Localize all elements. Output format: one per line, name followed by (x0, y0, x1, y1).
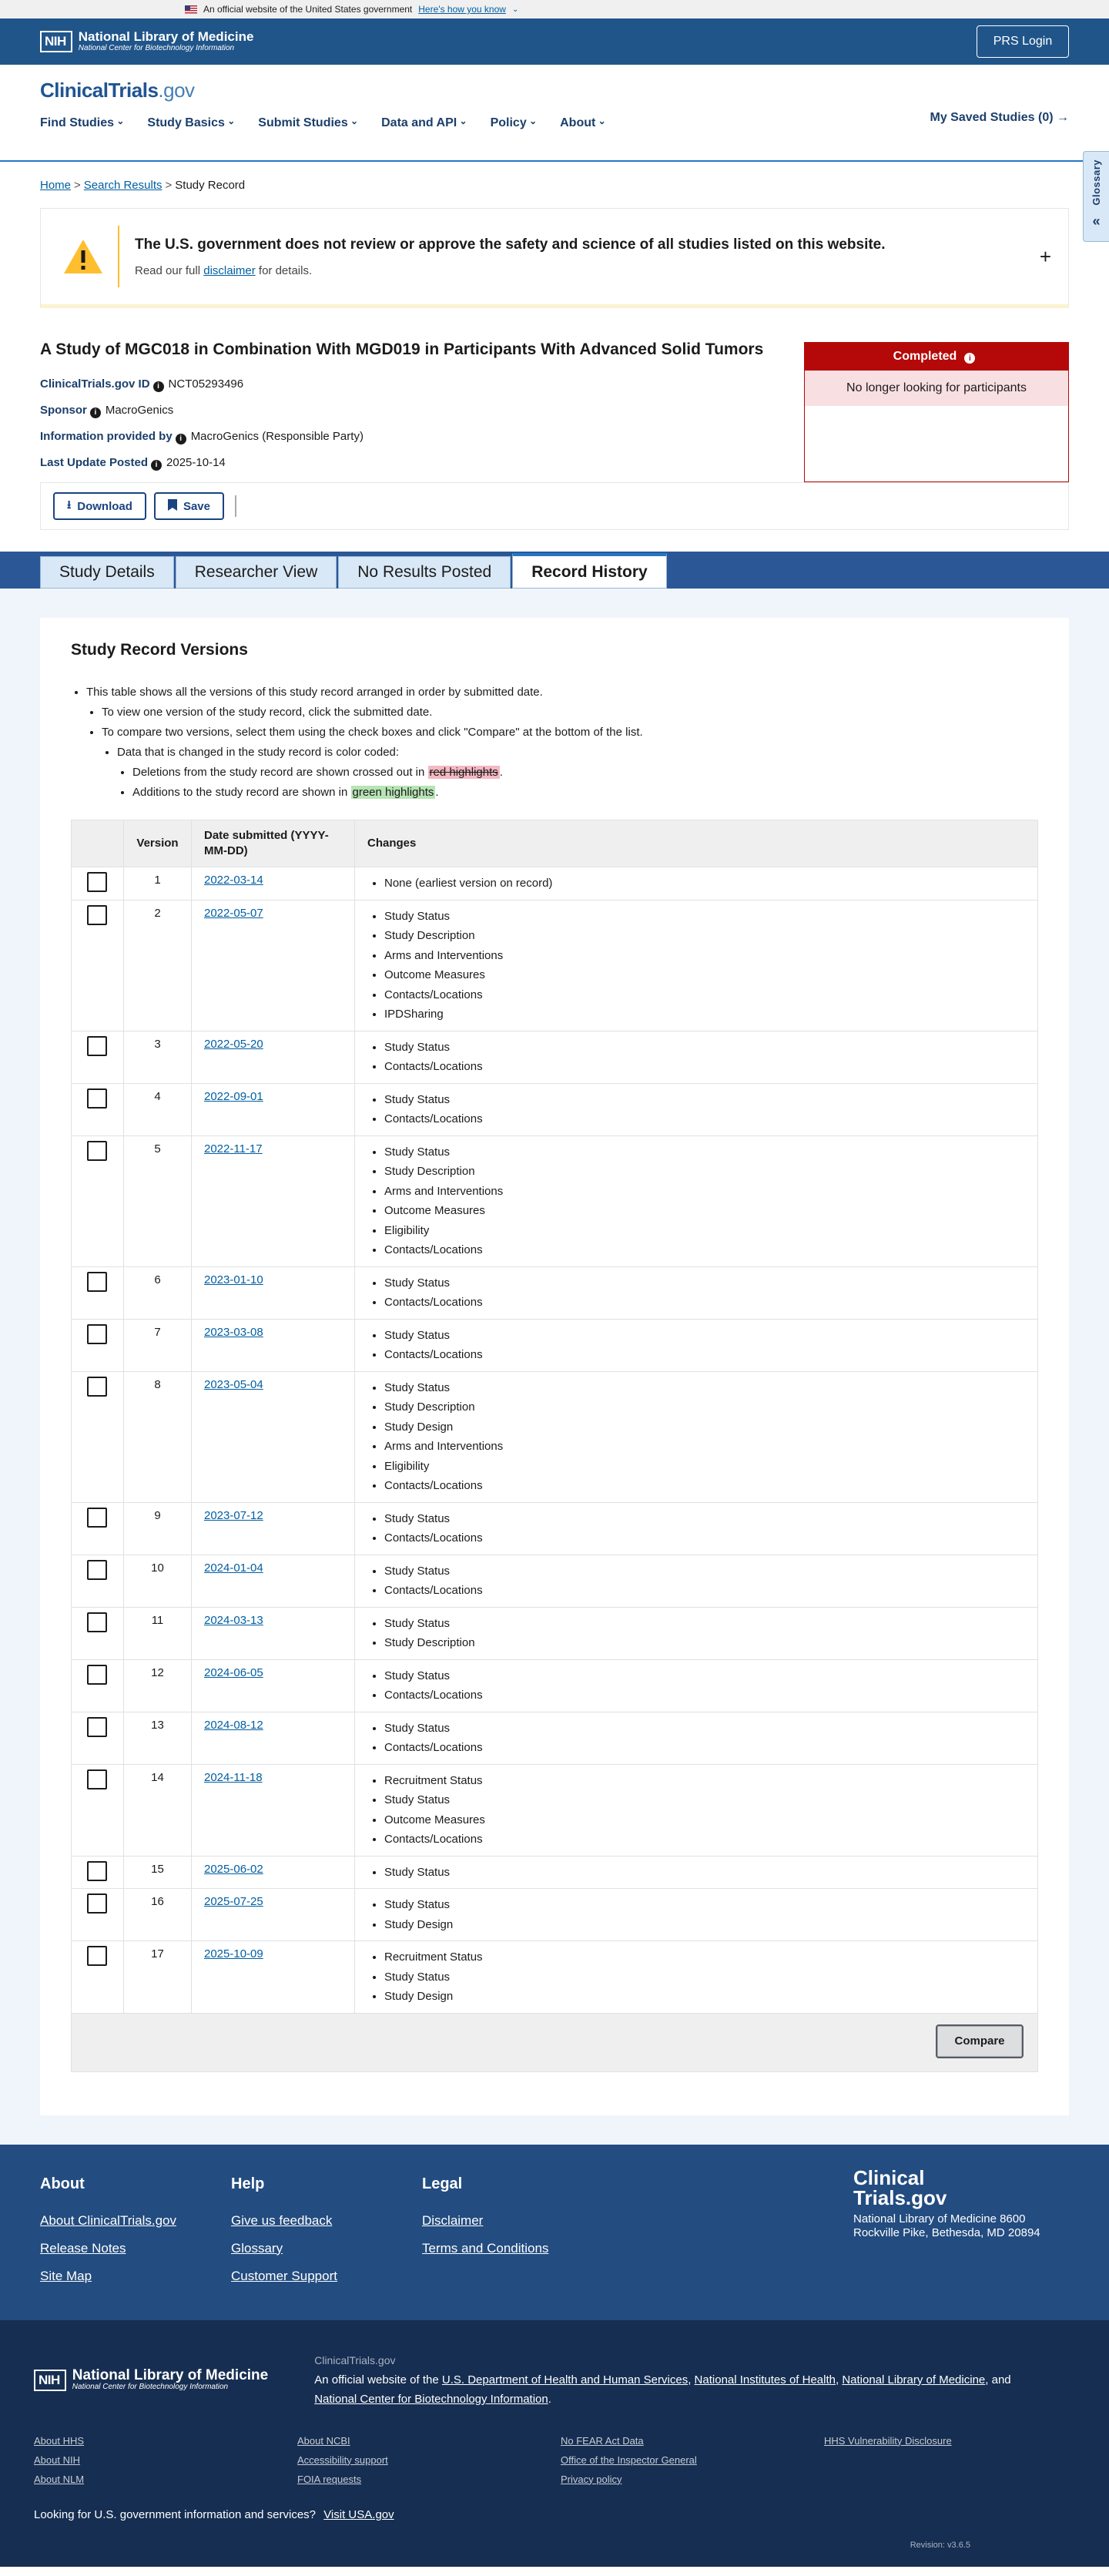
sponsor-row: Sponsor i MacroGenics (40, 404, 174, 417)
last-update-row: Last Update Posted i 2025-10-14 (40, 456, 226, 469)
action-bar (40, 482, 1069, 530)
saved-studies-link[interactable]: My Saved Studies (0) → (930, 111, 1069, 124)
info-icon[interactable]: i (176, 434, 186, 444)
footer-bottom-link[interactable]: Office of the Inspector General (561, 2454, 697, 2466)
version-date-link[interactable]: 2023-05-04 (204, 1377, 263, 1391)
expand-plus-icon[interactable]: + (1039, 244, 1051, 268)
change-item: • Study Status (384, 907, 1025, 927)
main-nav (40, 116, 1069, 130)
change-item: • Contacts/Locations (384, 1528, 1025, 1548)
versions-card (40, 618, 1069, 2115)
change-item: • Study Design (384, 1987, 1025, 2007)
version-date-link[interactable]: 2024-11-18 (204, 1770, 263, 1784)
change-item: • Contacts/Locations (384, 1685, 1025, 1706)
note: • This table shows all the versions of this study record arranged in order by submitted date. (86, 683, 1038, 703)
info-icon[interactable]: i (153, 381, 164, 392)
table-row (72, 1941, 1038, 2014)
change-item: • Study Status (384, 1273, 1025, 1293)
ncbi-link[interactable]: National Center for Biotechnology Information (314, 2392, 548, 2406)
versions-heading: Study Record Versions (71, 641, 248, 659)
version-checkbox[interactable] (87, 1612, 107, 1632)
changes-list (367, 1666, 1025, 1706)
table-row (72, 900, 1038, 1031)
version-date-link[interactable]: 2024-03-13 (204, 1613, 263, 1627)
change-item: • Recruitment Status (384, 1771, 1025, 1791)
glossary-tab[interactable] (1083, 151, 1109, 242)
footer-link[interactable]: Customer Support (231, 2268, 337, 2283)
footer-logo-link[interactable]: Clinical Trials.gov (853, 2165, 947, 2209)
version-date-link[interactable]: 2025-06-02 (204, 1862, 263, 1876)
change-item: • Study Status (384, 1090, 1025, 1110)
version-checkbox[interactable] (87, 1946, 107, 1966)
change-item: • Contacts/Locations (384, 1738, 1025, 1758)
changes-list (367, 1771, 1025, 1850)
change-item: • Eligibility (384, 1221, 1025, 1241)
table-row (72, 1889, 1038, 1941)
version-number: 6 (124, 1266, 192, 1319)
change-item: • Study Status (384, 1614, 1025, 1634)
table-header-row (72, 820, 1038, 867)
change-item: • Study Status (384, 1326, 1025, 1346)
footer-legal (422, 2175, 613, 2289)
footer-bottom-link[interactable]: Accessibility support (297, 2454, 388, 2466)
tab-researcher-view[interactable]: Researcher View (176, 556, 337, 589)
version-checkbox[interactable] (87, 1893, 107, 1914)
changes-list (367, 1614, 1025, 1653)
version-date-link[interactable]: 2022-05-07 (204, 906, 263, 920)
table-row (72, 1371, 1038, 1502)
version-checkbox[interactable] (87, 1717, 107, 1737)
note: • To compare two versions, select them using the check boxes and click "Compare" at the bottom of the list. (102, 723, 1038, 743)
footer-ctg-label: ClinicalTrials.gov (314, 2353, 396, 2366)
tab-study-details[interactable]: Study Details (40, 556, 174, 589)
tab-bar (0, 552, 1109, 589)
study-title: A Study of MGC018 in Combination With MGD019 in Participants With Advanced Solid Tumors (40, 340, 764, 358)
version-date-link[interactable]: 2025-10-09 (204, 1947, 263, 1961)
table-row (72, 1031, 1038, 1083)
clinicaltrials-logo[interactable]: ClinicalTrials.gov (40, 79, 195, 102)
version-date-link[interactable]: 2023-03-08 (204, 1325, 263, 1339)
table-row (72, 867, 1038, 901)
changes-list (367, 1038, 1025, 1077)
changes-list (367, 1947, 1025, 2007)
version-checkbox[interactable] (87, 1508, 107, 1528)
nlm-title: National Library of Medicine (78, 29, 254, 44)
footer-bottom-link[interactable]: No FEAR Act Data (561, 2434, 644, 2447)
version-column-header: Version (124, 820, 192, 867)
changes-list (367, 1561, 1025, 1601)
footer-bottom-link (824, 2474, 1087, 2485)
version-checkbox[interactable] (87, 872, 107, 892)
footer-link[interactable]: About ClinicalTrials.gov (40, 2212, 176, 2228)
table-row (72, 1856, 1038, 1889)
change-item: • Outcome Measures (384, 1810, 1025, 1830)
footer-link[interactable]: Glossary (231, 2240, 283, 2256)
change-item: • Study Status (384, 1038, 1025, 1058)
study-id-row: ClinicalTrials.gov ID i NCT05293496 (40, 377, 244, 391)
change-item: • Contacts/Locations (384, 1057, 1025, 1077)
change-item: • Outcome Measures (384, 965, 1025, 985)
version-number: 8 (124, 1371, 192, 1502)
table-row (72, 1712, 1038, 1764)
change-item: • Arms and Interventions (384, 946, 1025, 966)
changes-list (367, 1719, 1025, 1758)
version-number: 4 (124, 1083, 192, 1135)
divider (235, 495, 236, 517)
status-box (804, 342, 1069, 482)
version-number: 15 (124, 1856, 192, 1889)
footer-bottom-link[interactable]: Privacy policy (561, 2473, 622, 2485)
info-icon[interactable]: i (964, 353, 975, 364)
footer-legal-heading: Legal (422, 2175, 463, 2192)
versions-notes (71, 683, 1038, 803)
footer-help (231, 2175, 422, 2289)
footer-bottom-link[interactable]: About NLM (34, 2473, 85, 2485)
version-date-link[interactable]: 2025-07-25 (204, 1895, 263, 1908)
nih-logo-icon: NIH (40, 31, 72, 52)
version-checkbox[interactable] (87, 1665, 107, 1685)
content-area (0, 589, 1109, 2145)
version-date-link[interactable]: 2022-05-20 (204, 1037, 263, 1051)
footer-help-heading: Help (231, 2175, 265, 2192)
version-checkbox[interactable] (87, 1141, 107, 1161)
change-item: • Study Status (384, 1790, 1025, 1810)
note: • To view one version of the study record, click the submitted date. (102, 703, 1038, 723)
bookmark-icon (168, 499, 177, 514)
table-row (72, 1083, 1038, 1135)
change-item: • Arms and Interventions (384, 1182, 1025, 1202)
breadcrumb-search-results[interactable]: Search Results (83, 179, 162, 192)
version-checkbox[interactable] (87, 1272, 107, 1292)
change-item: • Study Description (384, 1633, 1025, 1653)
info-icon[interactable]: i (90, 408, 101, 418)
footer-link[interactable]: Give us feedback (231, 2212, 333, 2228)
change-item: • Contacts/Locations (384, 1581, 1025, 1601)
note-additions: • Additions to the study record are shown in green highlights . (132, 783, 1038, 803)
version-checkbox[interactable] (87, 1088, 107, 1109)
footer-link[interactable]: Disclaimer (422, 2212, 484, 2228)
arrow-right-icon: → (1057, 111, 1069, 124)
version-checkbox[interactable] (87, 1036, 107, 1056)
version-number: 13 (124, 1712, 192, 1764)
change-item: • IPDSharing (384, 1005, 1025, 1025)
footer-link[interactable]: Site Map (40, 2268, 92, 2283)
change-item: • Study Design (384, 1417, 1025, 1437)
disclaimer-alert (40, 208, 1069, 308)
footer-bottom-link (824, 2454, 1087, 2466)
changes-list (367, 1895, 1025, 1934)
change-item: • Study Status (384, 1142, 1025, 1162)
us-flag-icon (185, 5, 197, 14)
table-row (72, 1607, 1038, 1659)
footer-about (40, 2175, 231, 2289)
breadcrumb-current: Study Record (175, 179, 246, 192)
change-item: • Study Status (384, 1378, 1025, 1398)
nav-find-studies[interactable]: Find Studies ⌄ (40, 116, 124, 130)
version-checkbox[interactable] (87, 1861, 107, 1881)
version-checkbox[interactable] (87, 1377, 107, 1397)
change-item: • Study Design (384, 1915, 1025, 1935)
footer-top (0, 2145, 1109, 2320)
compare-button[interactable]: Compare (936, 2024, 1024, 2058)
change-item: • Study Status (384, 1863, 1025, 1883)
version-date-link[interactable]: 2022-03-14 (204, 874, 263, 887)
footer-bottom-link[interactable]: About NCBI (297, 2434, 350, 2447)
table-row (72, 1555, 1038, 1607)
nlm-link[interactable]: National Library of Medicine (842, 2373, 986, 2386)
change-item: • Study Status (384, 1719, 1025, 1739)
nlm-header (0, 18, 1109, 65)
change-item: • Study Description (384, 926, 1025, 946)
nih-logo-icon: NIH (34, 2370, 66, 2391)
version-number: 3 (124, 1031, 192, 1083)
change-item: • Recruitment Status (384, 1947, 1025, 1967)
version-date-link[interactable]: 2023-07-12 (204, 1508, 263, 1522)
usa-gov-line: Looking for U.S. government information and services? Visit USA.gov (34, 2507, 394, 2521)
change-item: • Study Description (384, 1397, 1025, 1417)
version-date-link[interactable]: 2024-01-04 (204, 1561, 263, 1575)
disclaimer-link[interactable]: disclaimer (203, 263, 256, 277)
footer-link[interactable]: Release Notes (40, 2240, 126, 2256)
table-row (72, 1502, 1038, 1555)
revision-label: Revision: v3.6.5 (910, 2540, 970, 2550)
changes-list (367, 1142, 1025, 1260)
change-item: • Outcome Measures (384, 1201, 1025, 1221)
table-row (72, 1764, 1038, 1856)
change-item: • Study Description (384, 1162, 1025, 1182)
breadcrumb: Home > Search Results > Study Record (40, 179, 246, 192)
nlm-logo[interactable] (40, 30, 253, 53)
nav-data-and-api[interactable]: Data and API ⌄ (381, 116, 467, 130)
changes-list (367, 1273, 1025, 1313)
nih-link[interactable]: National Institutes of Health (694, 2373, 836, 2386)
version-number: 1 (124, 867, 192, 901)
change-item: • Contacts/Locations (384, 1830, 1025, 1850)
version-number: 16 (124, 1889, 192, 1941)
version-checkbox[interactable] (87, 1769, 107, 1789)
change-item: • None (earliest version on record) (384, 874, 1025, 894)
double-chevron-left-icon: « (1092, 213, 1101, 229)
footer-official (314, 2351, 1030, 2409)
chevron-down-icon: ⌄ (511, 5, 519, 14)
change-item: • Study Status (384, 1561, 1025, 1581)
status-heading: Completed i (805, 343, 1068, 371)
download-icon: ⭳ (67, 498, 72, 512)
changes-list (367, 874, 1025, 894)
version-number: 2 (124, 900, 192, 1031)
change-item: • Contacts/Locations (384, 1240, 1025, 1260)
version-checkbox[interactable] (87, 1560, 107, 1580)
warning-icon (62, 238, 104, 275)
breadcrumb-home[interactable]: Home (40, 179, 72, 192)
footer-ct-logo (853, 2165, 1054, 2240)
alert-text: Read our full disclaimer for details. (135, 263, 313, 277)
table-row (72, 1659, 1038, 1712)
version-checkbox[interactable] (87, 1324, 107, 1344)
footer-bottom-link[interactable]: FOIA requests (297, 2473, 362, 2485)
glossary-label: Glossary (1091, 159, 1102, 206)
nav-policy[interactable]: Policy ⌄ (491, 116, 538, 130)
footer-address: National Library of Medicine 8600 Rockville Pike, Bethesda, MD 20894 (853, 2212, 1040, 2239)
footer-bottom-links (34, 2435, 1075, 2485)
changes-list (367, 1378, 1025, 1496)
version-number: 5 (124, 1135, 192, 1266)
save-button[interactable]: Save (154, 492, 224, 520)
footer-nlm-logo[interactable] (34, 2353, 268, 2409)
changes-column-header: Changes (355, 820, 1038, 867)
table-footer-row (72, 2013, 1038, 2071)
version-number: 14 (124, 1764, 192, 1856)
info-provided-row: Information provided by i MacroGenics (Responsible Party) (40, 430, 364, 443)
version-date-link[interactable]: 2023-01-10 (204, 1273, 263, 1286)
version-date-link[interactable]: 2024-06-05 (204, 1665, 263, 1679)
tab-record-history[interactable]: Record History (512, 553, 667, 589)
change-item: • Study Status (384, 1967, 1025, 1987)
versions-body (72, 867, 1038, 2014)
change-item: • Study Status (384, 1895, 1025, 1915)
table-row (72, 1319, 1038, 1371)
footer-bottom (0, 2320, 1109, 2567)
version-number: 9 (124, 1502, 192, 1555)
footer-link[interactable]: Terms and Conditions (422, 2240, 549, 2256)
note: • Data that is changed in the study record is color coded: (117, 743, 1038, 763)
footer-nlm-subtitle: National Center for Biotechnology Information (72, 2383, 229, 2391)
footer-bottom-link[interactable]: About NIH (34, 2454, 80, 2466)
site-header (0, 65, 1109, 162)
footer-bottom-link[interactable]: About HHS (34, 2434, 85, 2447)
prs-login-button[interactable]: PRS Login (977, 25, 1069, 58)
change-item: • Contacts/Locations (384, 1293, 1025, 1313)
version-number: 11 (124, 1607, 192, 1659)
change-item: • Study Status (384, 1509, 1025, 1529)
info-icon[interactable]: i (151, 460, 162, 471)
version-number: 17 (124, 1941, 192, 2014)
nav-submit-studies[interactable]: Submit Studies ⌄ (258, 116, 358, 130)
download-button[interactable]: ⭳ Download (53, 492, 146, 520)
nav-about[interactable]: About ⌄ (560, 116, 606, 130)
heres-how-you-know-link[interactable]: Here's how you know (418, 4, 506, 15)
version-checkbox[interactable] (87, 905, 107, 925)
change-item: • Contacts/Locations (384, 1476, 1025, 1496)
version-number: 12 (124, 1659, 192, 1712)
note-deletions: • Deletions from the study record are shown crossed out in red highlights . (132, 763, 1038, 783)
changes-list (367, 1090, 1025, 1129)
changes-list (367, 1326, 1025, 1365)
footer-official-text: An official website of the U.S. Department of Health and Human Services, National Institutes of Health, National Library of Medicine, and National Center for Biotechnology Information. (314, 2373, 1011, 2406)
version-date-link[interactable]: 2022-09-01 (204, 1089, 263, 1103)
table-row (72, 1266, 1038, 1319)
change-item: • Contacts/Locations (384, 985, 1025, 1005)
checkbox-column-header (72, 820, 124, 867)
usa-gov-link[interactable]: Visit USA.gov (323, 2507, 394, 2521)
alert-title: The U.S. government does not review or approve the safety and science of all studies listed on this website. (135, 236, 886, 253)
tab-no-results-posted[interactable]: No Results Posted (338, 556, 511, 589)
footer-bottom-link[interactable]: HHS Vulnerability Disclosure (824, 2434, 952, 2447)
status-detail: No longer looking for participants (805, 371, 1068, 406)
changes-list (367, 1863, 1025, 1883)
version-date-link[interactable]: 2024-08-12 (204, 1718, 263, 1732)
nlm-subtitle: National Center for Biotechnology Information (78, 44, 235, 52)
versions-table (71, 820, 1038, 2072)
version-date-link[interactable]: 2022-11-17 (204, 1142, 263, 1156)
date-column-header: Date submitted (YYYY-MM-DD) (192, 820, 355, 867)
study-header (0, 308, 1109, 482)
gov-banner-text: An official website of the United States government (203, 4, 413, 15)
change-item: • Eligibility (384, 1457, 1025, 1477)
change-item: • Study Status (384, 1666, 1025, 1686)
gov-banner (0, 0, 1109, 18)
changes-list (367, 1509, 1025, 1548)
change-item: • Arms and Interventions (384, 1437, 1025, 1457)
footer-about-heading: About (40, 2175, 85, 2192)
version-number: 10 (124, 1555, 192, 1607)
nav-study-basics[interactable]: Study Basics ⌄ (147, 116, 235, 130)
hhs-link[interactable]: U.S. Department of Health and Human Services (441, 2373, 689, 2386)
footer-nlm-title: National Library of Medicine (72, 2367, 269, 2383)
changes-list (367, 907, 1025, 1025)
change-item: • Contacts/Locations (384, 1109, 1025, 1129)
table-row (72, 1135, 1038, 1266)
version-number: 7 (124, 1319, 192, 1371)
change-item: • Contacts/Locations (384, 1345, 1025, 1365)
